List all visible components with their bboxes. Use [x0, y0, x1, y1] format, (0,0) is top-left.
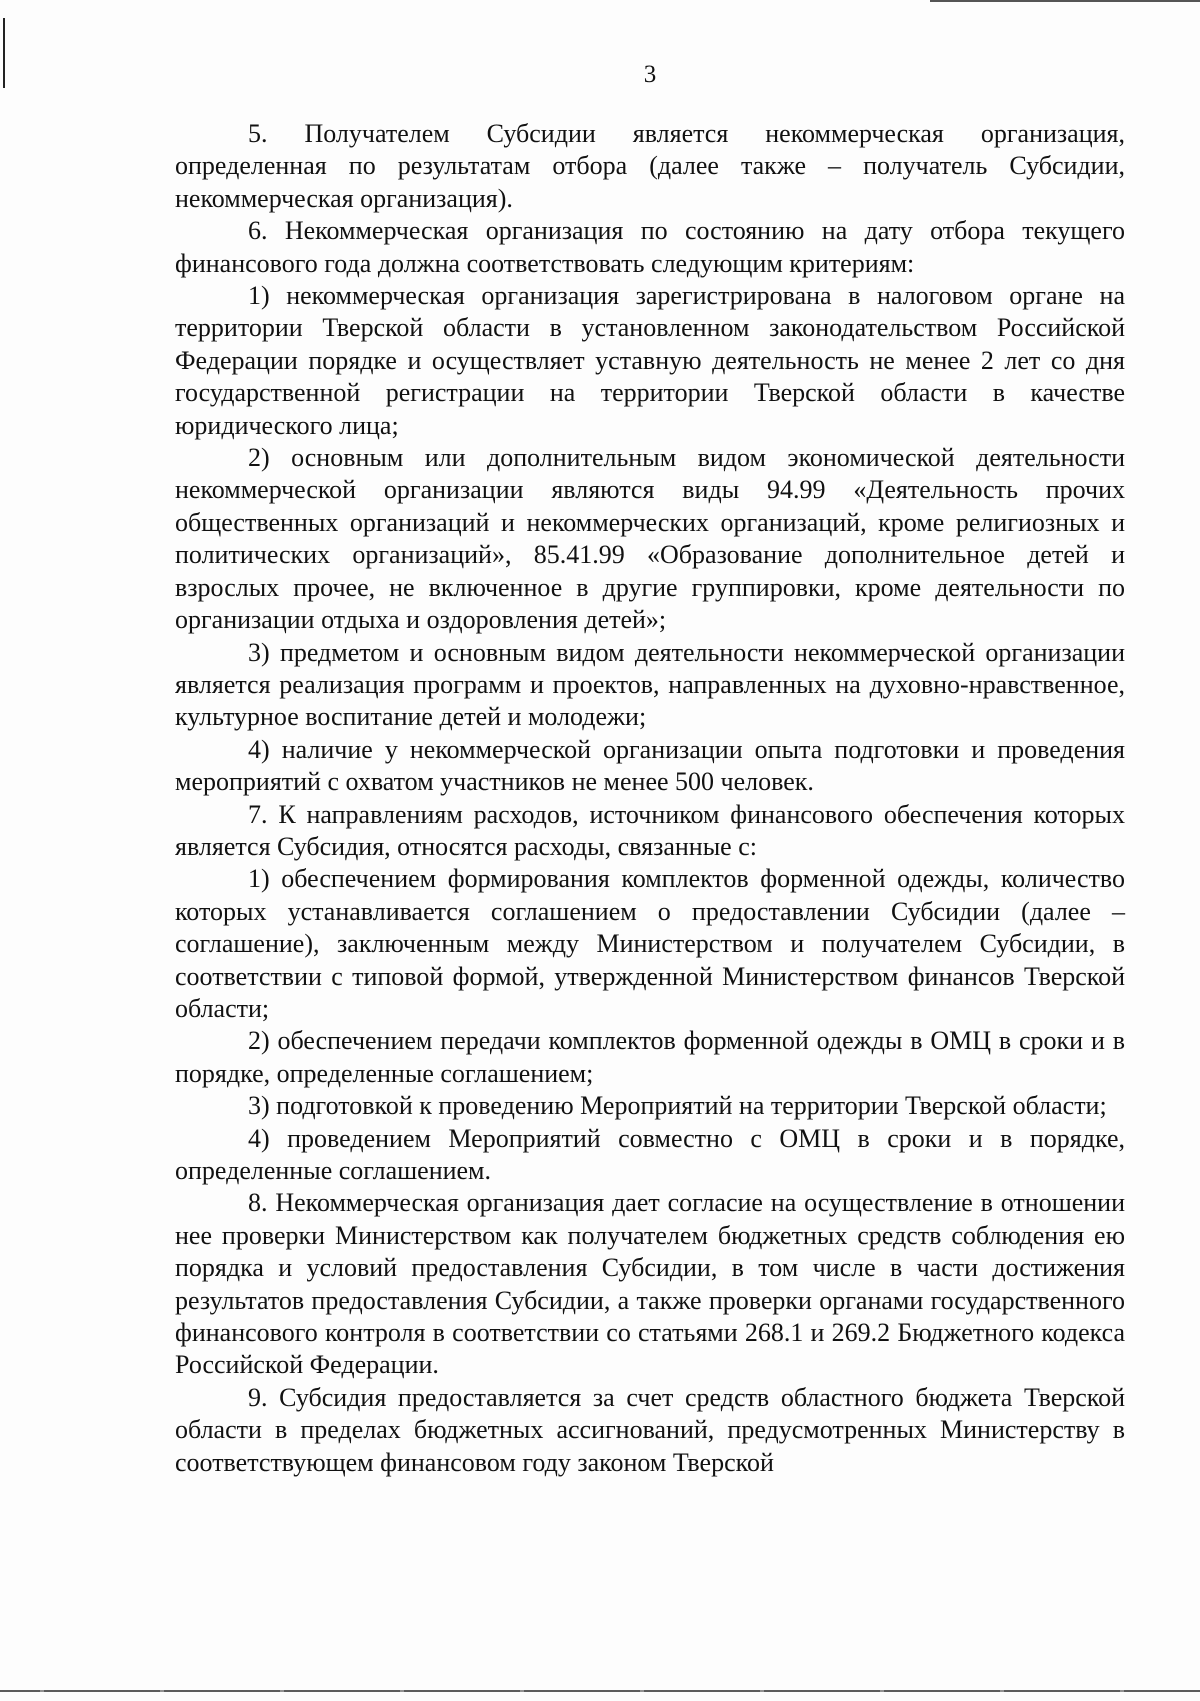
paragraph-9: 9. Субсидия предоставляется за счет средств областного бюджета Тверской области в пределах бюджетных ассигнований, предусмотренных Министерству в соответствующем финансовом году законом Тверской — [175, 1382, 1125, 1477]
scan-edge-bottom — [0, 1690, 1200, 1692]
paragraph-7-item-4: 4) проведением Мероприятий совместно с ОМЦ в сроки и в порядке, определенные соглашением. — [175, 1123, 1125, 1185]
document-body — [175, 118, 1125, 1479]
paragraph-6-item-2: 2) основным или дополнительным видом экономической деятельности некоммерческой организации являются виды 94.99 «Деятельность прочих общественных организаций и некоммерческих организаций, кроме религиозных и политических организаций», 85.41.99 «Образование дополнительное детей и взрослых прочее, не включенное в другие группировки, кроме деятельности по организации отдыха и оздоровления детей»; — [175, 443, 1125, 635]
paragraph-7-item-2: 2) обеспечением передачи комплектов форменной одежды в ОМЦ в сроки и в порядке, определенные соглашением; — [175, 1026, 1125, 1088]
paragraph-7-item-3: 3) подготовкой к проведению Мероприятий на территории Тверской области; — [248, 1091, 1107, 1121]
scan-edge-top — [930, 0, 1200, 2]
paragraph-6: 6. Некоммерческая организация по состоянию на дату отбора текущего финансового года должна соответствовать следующим критериям: — [175, 216, 1125, 278]
paragraph-6-item-3: 3) предметом и основным видом деятельности некоммерческой организации является реализация программ и проектов, направленных на духовно-нравственное, культурное воспитание детей и молодежи; — [175, 637, 1125, 732]
paragraph-5: 5. Получателем Субсидии является некоммерческая организация, определенная по результатам отбора (далее также – получатель Субсидии, некоммерческая организация). — [175, 119, 1125, 213]
paragraph-6-item-1: 1) некоммерческая организация зарегистрирована в налоговом органе на территории Тверской области в установленном законодательством Российской Федерации порядке и осуществляет уставную деятельность не менее 2 лет со дня государственной регистрации на территории Тверской области в качестве юридического лица; — [175, 281, 1125, 440]
page-number: 3 — [643, 61, 657, 88]
paragraph-6-item-4: 4) наличие у некоммерческой организации опыта подготовки и проведения мероприятий с охватом участников не менее 500 человек. — [175, 734, 1125, 797]
paragraph-7: 7. К направлениям расходов, источником финансового обеспечения которых является Субсидия, относятся расходы, связанные с: — [175, 799, 1125, 861]
paragraph-7-item-1: 1) обеспечением формирования комплектов форменной одежды, количество которых устанавливается соглашением о предоставлении Субсидии (далее – соглашение), заключенным между Министерством и получателем Субсидии, в соответствии с типовой формой, утвержденной Министерством финансов Тверской области; — [175, 864, 1125, 1023]
paragraph-8: 8. Некоммерческая организация дает согласие на осуществление в отношении нее проверки Министерством как получателем бюджетных средств соблюдения ею порядка и условий предоставления Субсидии, в том числе в части достижения результатов предоставления Субсидии, а также проверки органами государственного финансового контроля в соответствии со статьями 268.1 и 269.2 Бюджетного кодекса Российской Федерации. — [175, 1188, 1125, 1380]
